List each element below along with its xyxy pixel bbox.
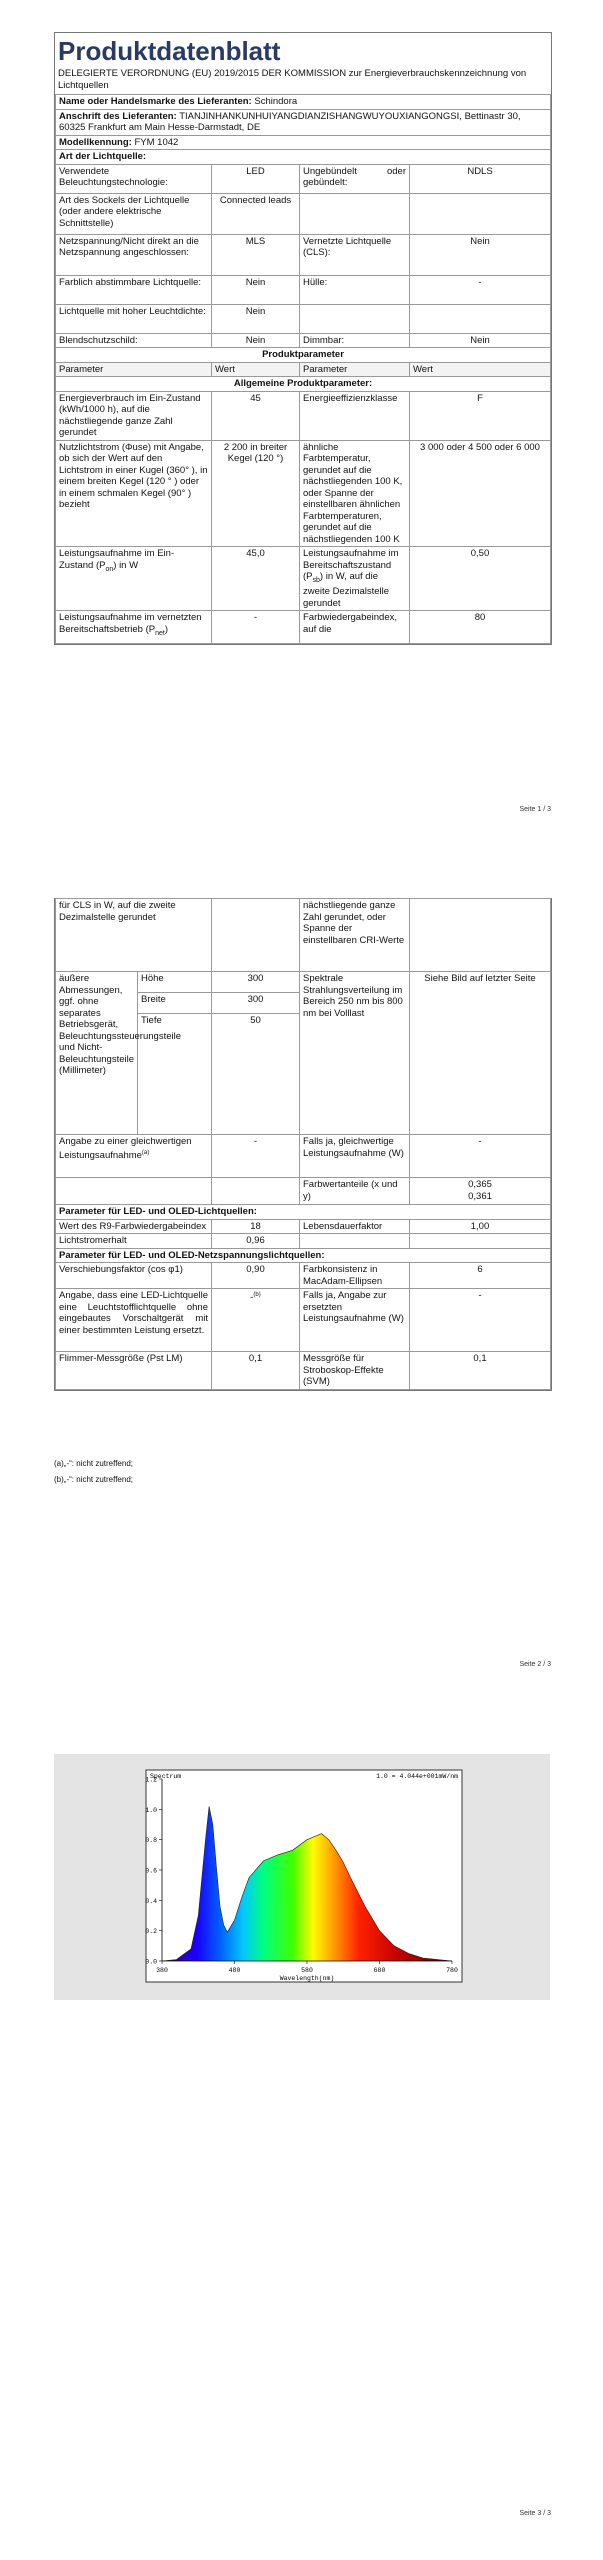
- table-row: [56, 391, 551, 440]
- cell: Farbwiedergabeindex, auf die: [300, 611, 410, 644]
- cell: [212, 1289, 300, 1352]
- table-row: [56, 1263, 551, 1289]
- regulation-text: DELEGIERTE VERORDNUNG (EU) 2019/2015 DER KOMMISSION zur Energieverbrauchskennzeichnung von Lichtquellen: [58, 68, 527, 91]
- text: on: [105, 565, 114, 573]
- datasheet: [54, 32, 552, 645]
- page-number: Seite 3 / 3: [519, 2510, 551, 2517]
- cell: 300: [212, 972, 300, 993]
- cell: Lebensdauerfaktor: [300, 1219, 410, 1234]
- x-tick-label: 680: [373, 1967, 386, 1974]
- cell: Art des Sockels der Lichtquelle (oder andere elektrische Schnittstelle): [56, 193, 212, 234]
- column-header: Parameter: [300, 362, 410, 377]
- cell: 45: [212, 391, 300, 440]
- y-tick-label: 0.0: [145, 1958, 157, 1966]
- column-header: Wert: [410, 362, 551, 377]
- cell: NDLS: [410, 164, 551, 193]
- cell: 45,0: [212, 547, 300, 611]
- cell: Dimmbar:: [300, 333, 410, 348]
- y-tick-label: 0.2: [145, 1928, 157, 1936]
- cell: Nutzlichtstrom (Φuse) mit Angabe, ob sich der Wert auf den Lichtstrom in einer Kugel (360° ), in einem breiten Kegel (120 ° ) oder in einem schmalen Kegel (90° ) bezieht: [56, 440, 212, 547]
- cell: Farbkonsistenz in MacAdam-Ellipsen: [300, 1263, 410, 1289]
- model-label: Modellkennung:: [59, 136, 132, 148]
- text: ) in W, auf die zweite Dezimalstelle gerundet: [303, 571, 390, 609]
- text: (b): [253, 1292, 261, 1298]
- table-row: [56, 1219, 551, 1234]
- cell: für CLS in W, auf die zweite Dezimalstelle gerundet: [56, 899, 212, 972]
- table-row: [56, 1289, 551, 1352]
- cell: [410, 304, 551, 333]
- cell: 6: [410, 1263, 551, 1289]
- table-row: [56, 611, 551, 644]
- cell: [56, 1135, 212, 1178]
- cell: [56, 1178, 212, 1205]
- cell: nächstliegende ganze Zahl gerundet, oder Spanne der einstellbaren CRI-Werte: [300, 899, 410, 972]
- text: Leistungsaufnahme im Bereitschaftszustand (P: [303, 548, 399, 582]
- y-tick-label: 0.4: [145, 1897, 157, 1905]
- cell: Ungebündelt oder gebündelt:: [300, 164, 410, 193]
- y-tick-label: 1.2: [145, 1776, 157, 1784]
- supplier-table: [55, 94, 551, 644]
- cell: F: [410, 391, 551, 440]
- text: ): [164, 623, 169, 635]
- text: -: [250, 1292, 254, 1304]
- cell: Energieverbrauch im Ein-Zustand (kWh/1000 h), auf die nächstliegende ganze Zahl gerundet: [56, 391, 212, 440]
- supplier-name: Schindora: [254, 96, 298, 107]
- supplier-name-label: Name oder Handelsmarke des Lieferanten:: [59, 96, 252, 107]
- text: Leistungsaufnahme im vernetzten Bereitschaftsbetrieb (P: [59, 612, 202, 635]
- cell: 18: [212, 1219, 300, 1234]
- cell: Nein: [410, 234, 551, 275]
- cell: Verwendete Beleuchtungstechnologie:: [56, 164, 212, 193]
- spectrum-chart: [54, 1754, 550, 2000]
- cell: Siehe Bild auf letzter Seite: [410, 972, 551, 1135]
- table-row: [56, 304, 551, 333]
- x-tick-label: 480: [228, 1967, 241, 1974]
- cell: Connected leads: [212, 193, 300, 234]
- cell: 300: [212, 993, 300, 1014]
- supplier-address-label: Anschrift des Lieferanten:: [59, 110, 177, 122]
- cell: Angabe, dass eine LED-Lichtquelle eine Leuchtstofflichtquelle ohne eingebautes Vorschaltgerät mit einer bestimmten Leistung ersetzt.: [56, 1289, 212, 1352]
- cell: Wert des R9-Farbwiedergabeindex: [56, 1219, 212, 1234]
- cell: Farblich abstimmbare Lichtquelle:: [56, 275, 212, 304]
- cell: [56, 611, 212, 644]
- cell: 0,1: [410, 1352, 551, 1390]
- column-header: Wert: [212, 362, 300, 377]
- cell: 1,00: [410, 1219, 551, 1234]
- model-value: FYM 1042: [134, 136, 179, 148]
- x-axis-label: Wavelength(nm): [279, 1975, 335, 1982]
- text: sb: [312, 576, 320, 584]
- cell: Nein: [212, 275, 300, 304]
- table-row: [56, 972, 551, 993]
- table-row: [56, 1234, 551, 1249]
- cell: Falls ja, gleichwertige Leistungsaufnahme (W): [300, 1135, 410, 1178]
- cell: [410, 193, 551, 234]
- footnote-a: (a)„-“: nicht zutreffend;: [54, 1459, 133, 1468]
- params-table-continued: [55, 898, 551, 1390]
- table-row: [56, 1178, 551, 1205]
- table-row: [56, 1135, 551, 1178]
- cell: Farbwertanteile (x und y): [300, 1178, 410, 1205]
- table-row: [56, 1352, 551, 1390]
- cell: Nein: [212, 333, 300, 348]
- cell: LED: [212, 164, 300, 193]
- cell: Lichtquelle mit hoher Leuchtdichte:: [56, 304, 212, 333]
- cell: [212, 899, 300, 972]
- text: ) in W: [113, 559, 139, 571]
- cell: Falls ja, Angabe zur ersetzten Leistungsaufnahme (W): [300, 1289, 410, 1352]
- cell: Nein: [410, 333, 551, 348]
- table-row: [56, 899, 551, 972]
- cell: 80: [410, 611, 551, 644]
- cell: Lichtstromerhalt: [56, 1234, 212, 1249]
- cell: 0,1: [212, 1352, 300, 1390]
- product-params-heading: Produktparameter: [56, 348, 551, 363]
- cell: Höhe: [138, 972, 212, 993]
- cell: ähnliche Farbtemperatur, gerundet auf die nächstliegenden 100 K, oder Spanne der einstellbaren ähnlichen Farbtemperaturen, gerundet auf die nächstliegenden 100 K: [300, 440, 410, 547]
- lightsource-type-heading: Art der Lichtquelle:: [56, 150, 551, 165]
- cell: -: [212, 1135, 300, 1178]
- datasheet-continued: [54, 898, 552, 1391]
- page-number: Seite 1 / 3: [519, 806, 551, 813]
- header-row: [56, 362, 551, 377]
- cell: Tiefe: [138, 1014, 212, 1135]
- x-tick-label: 580: [301, 1967, 313, 1974]
- spectrum-figure: [54, 1754, 550, 2000]
- cell: -: [410, 275, 551, 304]
- y-tick-label: 1.0: [145, 1806, 157, 1814]
- cell: -: [212, 611, 300, 644]
- cell: Flimmer-Messgröße (Pst LM): [56, 1352, 212, 1390]
- footnote-b: (b)„-“: nicht zutreffend;: [54, 1475, 133, 1484]
- led-params-heading: Parameter für LED- und OLED-Lichtquellen:: [56, 1205, 551, 1220]
- text: (a): [141, 1149, 150, 1156]
- cell: Breite: [138, 993, 212, 1014]
- table-row: [56, 234, 551, 275]
- cell: 0,50: [410, 547, 551, 611]
- cell: äußere Abmessungen, ggf. ohne separates Betriebsgerät, Beleuchtungssteuerungsteile und Nicht-Beleuchtungsteile (Millimeter): [56, 972, 138, 1135]
- cell: [212, 1178, 300, 1205]
- cell: Netzspannung/Nicht direkt an die Netzspannung angeschlossen:: [56, 234, 212, 275]
- page-title: Produktdatenblatt: [58, 36, 281, 66]
- cell: Nein: [212, 304, 300, 333]
- general-params-heading: Allgemeine Produktparameter:: [56, 377, 551, 392]
- cell: Verschiebungsfaktor (cos φ1): [56, 1263, 212, 1289]
- cell: [300, 304, 410, 333]
- cell: -: [410, 1135, 551, 1178]
- cell: [300, 547, 410, 611]
- cell: Spektrale Strahlungsverteilung im Bereich 250 nm bis 800 nm bei Volllast: [300, 972, 410, 1135]
- cell: [410, 899, 551, 972]
- cell: -: [410, 1289, 551, 1352]
- cell: [410, 1234, 551, 1249]
- cell: Vernetzte Lichtquelle (CLS):: [300, 234, 410, 275]
- cell: Messgröße für Stroboskop-Effekte (SVM): [300, 1352, 410, 1390]
- text: Leistungsaufnahme im Ein-Zustand (P: [59, 548, 175, 571]
- cell: Blendschutzschild:: [56, 333, 212, 348]
- y-tick-label: 0.8: [145, 1837, 157, 1845]
- cell: 3 000 oder 4 500 oder 6 000: [410, 440, 551, 547]
- mains-params-heading: Parameter für LED- und OLED-Netzspannungslichtquellen:: [56, 1248, 551, 1263]
- cell: 50: [212, 1014, 300, 1135]
- page-number: Seite 2 / 3: [519, 1661, 551, 1668]
- cell: MLS: [212, 234, 300, 275]
- table-row: [56, 193, 551, 234]
- table-row: [56, 333, 551, 348]
- table-row: [56, 275, 551, 304]
- cell: [56, 547, 212, 611]
- supplier-address: TIANJINHANKUNHUIYANGDIANZISHANGWUYOUXIANGONGSI, Bettinastr 30, 60325 Frankfurt am Main Hesse-Darmstadt, DE: [59, 110, 521, 133]
- page-1: [0, 0, 603, 853]
- cell: 0,96: [212, 1234, 300, 1249]
- cell: [300, 193, 410, 234]
- text: Angabe zu einer gleichwertigen Leistungsaufnahme: [59, 1136, 192, 1161]
- chart-title: Spectrum: [150, 1773, 182, 1780]
- column-header: Parameter: [56, 362, 212, 377]
- cell: 0,365 0,361: [410, 1178, 551, 1205]
- cell: Energieeffizienzklasse: [300, 391, 410, 440]
- table-row: [56, 547, 551, 611]
- cell: [300, 1234, 410, 1249]
- chart-annotation: 1.0 = 4.044e+001mW/nm: [376, 1773, 458, 1780]
- cell: Hülle:: [300, 275, 410, 304]
- x-tick-label: 780: [446, 1967, 458, 1974]
- cell: 2 200 in breiter Kegel (120 °): [212, 440, 300, 547]
- cell: 0,90: [212, 1263, 300, 1289]
- text: net: [155, 629, 165, 637]
- x-tick-label: 380: [156, 1967, 168, 1974]
- table-row: [56, 164, 551, 193]
- table-row: [56, 440, 551, 547]
- y-tick-label: 0.6: [145, 1867, 157, 1875]
- page-2: [0, 853, 603, 1706]
